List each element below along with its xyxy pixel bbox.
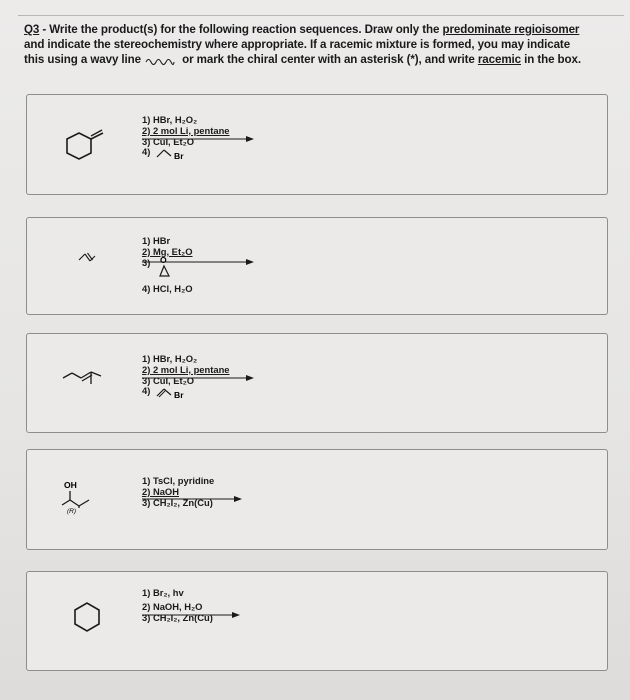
reaction-3-step-3: 3) CuI, Et₂O <box>142 374 195 386</box>
prompt-text-2: and indicate the stereochemistry where appropriate. If a racemic mixture is formed, you may indicate this using a wavy line <box>24 38 571 67</box>
prompt-text-4: in the box. <box>521 53 581 67</box>
reaction-2-oxygen-label: O <box>160 254 167 265</box>
alcohol-structure <box>55 478 115 528</box>
reaction-4-step-3: 3) CH₂I₂, Zn(Cu) <box>142 496 213 508</box>
reaction-4-step-1: 1) TsCl, pyridine <box>142 475 215 486</box>
reaction-1-step-1: 1) HBr, H₂O₂ <box>142 114 198 125</box>
reaction-3-step-2: 2) 2 mol Li, pentane <box>142 363 230 375</box>
allyl-bromide-structure <box>156 147 196 161</box>
reaction-2-step-3: 3) <box>142 256 151 268</box>
reaction-5-step-3: 3) CH₂I₂, Zn(Cu) <box>142 611 213 623</box>
oh-label: OH <box>64 480 77 490</box>
reaction-3-br-label: Br <box>174 390 184 401</box>
reaction-box-1[interactable] <box>26 94 608 195</box>
reaction-5-step-1: 1) Br₂, hv <box>142 587 184 598</box>
reaction-3-step-1: 1) HBr, H₂O₂ <box>142 353 198 364</box>
reaction-2-arrow <box>142 254 254 267</box>
reaction-3-arrow <box>142 373 254 383</box>
wavy-line-icon <box>145 56 175 65</box>
reaction-1-step-2: 2) 2 mol Li, pentane <box>142 124 230 136</box>
prompt-text-racemic: racemic <box>477 53 521 67</box>
r-configuration-label: (R) <box>67 508 77 515</box>
reaction-4-step-2: 2) NaOH <box>142 485 179 497</box>
reaction-5-step-2: 2) NaOH, H₂O <box>142 600 203 612</box>
reaction-1-step-3: 3) CuI, Et₂O <box>142 135 195 147</box>
reaction-1-br-label: Br <box>174 151 184 162</box>
reaction-5-arrow <box>142 610 240 620</box>
reaction-2-step-1: 1) HBr <box>142 235 171 246</box>
reaction-box-4[interactable] <box>26 449 608 550</box>
prompt-text-1: Write the product(s) for the following reaction sequences. Draw only the <box>49 23 443 36</box>
allyl-bromide-structure-2 <box>156 386 196 400</box>
question-number: Q3 <box>24 23 40 36</box>
reaction-1-arrow <box>142 134 254 144</box>
reaction-3-step-4: 4) <box>142 385 151 397</box>
prompt-text-regioisomer: predominate regioisomer <box>442 23 580 36</box>
reaction-box-5[interactable] <box>26 571 608 671</box>
butene-structure <box>59 248 99 278</box>
reaction-box-3[interactable] <box>26 333 608 433</box>
methylenecyclohexane-structure <box>57 125 117 165</box>
reaction-2-step-4: 4) HCl, H₂O <box>142 282 193 294</box>
question-dash: - <box>39 23 50 36</box>
reaction-4-arrow <box>142 494 242 504</box>
cyclohexene-structure <box>67 598 107 638</box>
question-prompt <box>24 22 584 68</box>
reaction-2-step-2: 2) Mg, Et₂O <box>142 245 193 257</box>
methylpentene-structure <box>57 360 117 400</box>
reaction-1-step-4: 4) <box>142 146 151 158</box>
reaction-box-2[interactable] <box>26 217 608 315</box>
prompt-text-3: or mark the chiral center with an asterisk (*), and write <box>179 53 478 67</box>
top-divider <box>18 15 624 16</box>
